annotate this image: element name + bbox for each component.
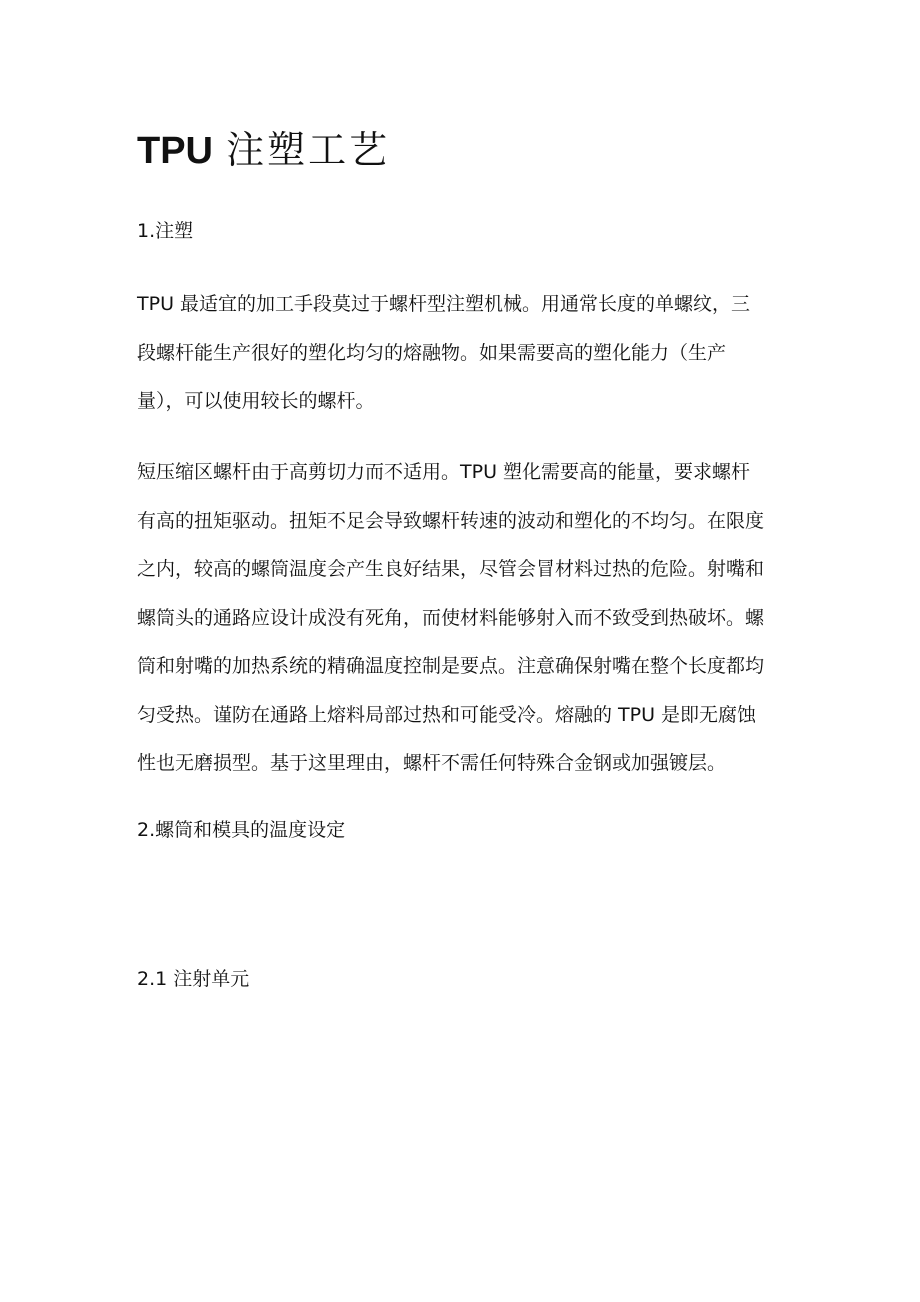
paragraph-line: TPU 最适宜的加工手段莫过于螺杆型注塑机械。用通常长度的单螺纹，三 <box>137 293 751 315</box>
subsection-heading-injection-unit: 2.1 注射单元 <box>137 968 250 990</box>
paragraph-line: 有高的扭矩驱动。扭矩不足会导致螺杆转速的波动和塑化的不均匀。在限度 <box>137 509 765 532</box>
paragraph-line: 量），可以使用较长的螺杆。 <box>137 390 375 412</box>
paragraph-line: 段螺杆能生产很好的塑化均匀的熔融物。如果需要高的塑化能力（生产 <box>137 341 727 364</box>
document-title <box>137 124 390 177</box>
paragraph-line: 之内，较高的螺筒温度会产生良好结果，尽管会冒材料过热的危险。射嘴和 <box>137 558 765 580</box>
paragraph-line: 短压缩区螺杆由于高剪切力而不适用。TPU 塑化需要高的能量，要求螺杆 <box>137 461 751 483</box>
section-heading-injection: 1.注塑 <box>137 220 194 242</box>
paragraph-line: 性也无磨损型。基于这里理由，螺杆不需任何特殊合金钢或加强镀层。 <box>137 752 727 774</box>
paragraph-screw-requirements <box>137 448 777 788</box>
document-title-cjk: 注塑工艺 <box>226 128 391 172</box>
section-heading-temperature: 2.螺筒和模具的温度设定 <box>137 819 346 841</box>
document-title-latin: TPU <box>137 130 213 172</box>
paragraph-line: 匀受热。谨防在通路上熔料局部过热和可能受冷。熔融的 TPU 是即无腐蚀 <box>137 703 757 726</box>
paragraph-screw-machinery <box>137 280 777 426</box>
paragraph-line: 筒和射嘴的加热系统的精确温度控制是要点。注意确保射嘴在整个长度都均 <box>137 655 765 677</box>
paragraph-line: 螺筒头的通路应设计成没有死角，而使材料能够射入而不致受到热破坏。螺 <box>137 606 765 629</box>
